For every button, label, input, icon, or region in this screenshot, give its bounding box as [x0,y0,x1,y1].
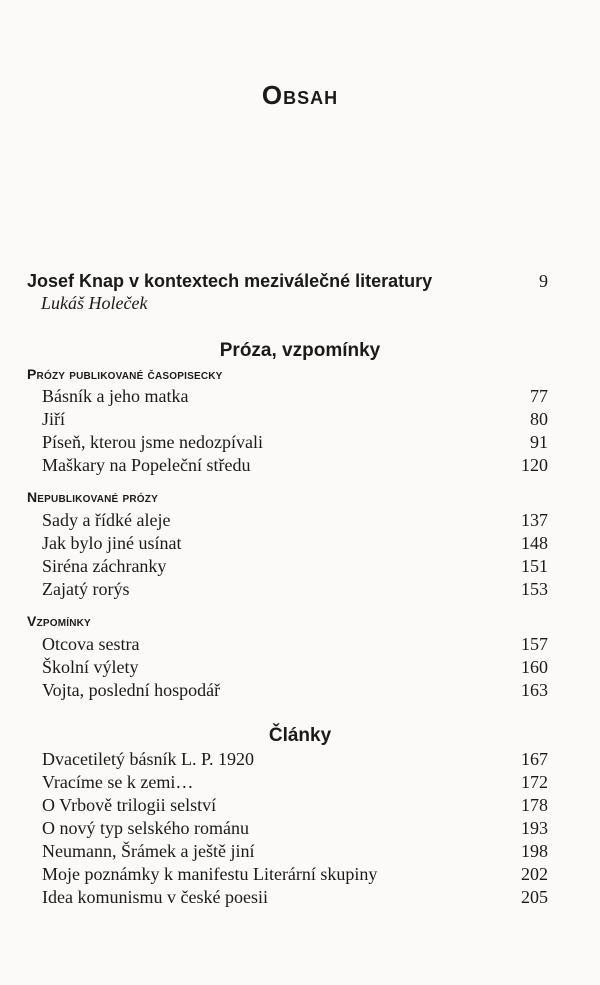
entry-page: 163 [521,680,548,700]
page-title: Obsah [261,80,339,110]
entries-vzpominky [42,633,548,702]
entry-page: 205 [521,887,548,907]
entry-title: Vracíme se k zemi… [42,772,194,792]
toc-entry[interactable] [42,679,548,702]
section-heading-proza: Próza, vzpomínky [219,340,381,361]
toc-entry[interactable] [42,509,548,532]
entry-title: Zajatý rorýs [42,579,130,599]
intro-title: Josef Knap v kontextech meziválečné literatury [27,271,433,291]
entry-title: Otcova sestra [42,634,140,654]
entry-title: O nový typ selského románu [42,818,249,838]
toc-entry[interactable] [42,656,548,679]
entry-page: 120 [521,455,548,475]
toc-entry[interactable] [42,578,548,601]
subsection-heading-casopisecky: Prózy publikované časopisecky [27,366,223,382]
entry-title: Dvacetiletý básník L. P. 1920 [42,749,254,769]
intro-author: Lukáš Holeček [41,293,148,313]
entry-title: Jiří [42,409,66,429]
entry-title: Jak bylo jiné usínat [42,533,182,553]
subsection-heading-nepublikovane: Nepublikované prózy [27,489,158,505]
entry-page: 178 [521,795,548,815]
entry-title: Siréna záchranky [42,556,167,576]
entry-page: 193 [521,818,548,838]
entry-title: Maškary na Popeleční středu [42,455,251,475]
intro-entry [27,271,548,314]
toc-entry[interactable] [42,431,548,454]
toc-entry[interactable] [42,454,548,477]
toc-entry[interactable] [42,817,548,840]
toc-entry[interactable] [42,794,548,817]
entries-nepublikovane [42,509,548,601]
entry-title: Moje poznámky k manifestu Literární skupiny [42,864,378,884]
toc-entry[interactable] [42,555,548,578]
toc-entry[interactable] [42,532,548,555]
entry-page: 77 [530,386,548,406]
entry-page: 153 [521,579,548,599]
section-heading-clanky: Články [268,725,332,746]
entry-title: Neumann, Šrámek a ještě jiní [42,841,255,861]
entry-page: 91 [530,432,548,452]
entry-title: Sady a řídké aleje [42,510,171,530]
toc-entry[interactable] [42,385,548,408]
entry-page: 198 [521,841,548,861]
entry-page: 157 [521,634,548,654]
entry-page: 172 [521,772,548,792]
intro-page-number: 9 [539,271,548,291]
entry-title: Školní výlety [42,657,139,677]
toc-entry[interactable] [42,633,548,656]
toc-entry[interactable] [42,840,548,863]
entry-page: 151 [521,556,548,576]
toc-entry[interactable] [42,771,548,794]
entry-page: 80 [530,409,548,429]
entry-page: 160 [521,657,548,677]
entries-casopisecky [42,385,548,477]
toc-entry[interactable] [42,863,548,886]
entry-title: Idea komunismu v české poesii [42,887,268,907]
entry-title: Vojta, poslední hospodář [42,680,221,700]
toc-entry[interactable] [42,748,548,771]
entry-title: Básník a jeho matka [42,386,189,406]
entry-page: 167 [521,749,548,769]
entry-page: 148 [521,533,548,553]
entry-title: O Vrbově trilogii selství [42,795,217,815]
entry-title: Píseň, kterou jsme nedozpívali [42,432,263,452]
entries-clanky [42,748,548,909]
toc-entry[interactable] [42,408,548,431]
entry-page: 202 [521,864,548,884]
toc-entry[interactable] [42,886,548,909]
entry-page: 137 [521,510,548,530]
subsection-heading-vzpominky: Vzpomínky [27,613,91,629]
